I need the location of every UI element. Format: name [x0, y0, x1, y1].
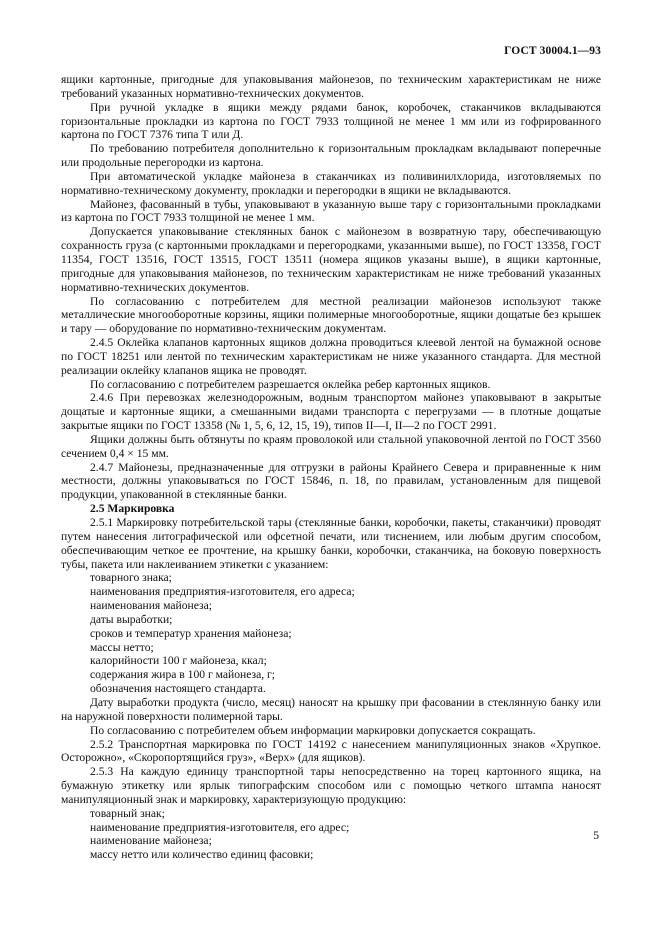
list-item: массы нетто; — [90, 640, 154, 654]
paragraph: 2.5.2 Транспортная маркировка по ГОСТ 14192 с нанесением манипуляционных знаков «Хрупкое. Осторожно», «Скоропортящийся груз», «Верх» (для ящиков). — [61, 737, 601, 765]
paragraph: Дату выработки продукта (число, месяц) наносят на крышку при фасовании в стеклянную банку или на наружной поверхности полимерной тары. — [61, 695, 601, 723]
document-body — [61, 73, 601, 862]
list-item: даты выработки; — [90, 612, 173, 626]
paragraph: 2.4.5 Оклейка клапанов картонных ящиков должна проводиться клеевой лентой на бумажной основе по ГОСТ 18251 или лентой по техническим характеристикам не ниже указанного стандарта. Для местной реализации оклейку клапанов ящика не проводят. — [61, 336, 601, 377]
paragraph: ящики картонные, пригодные для упаковывания майонезов, по техническим характеристикам не ниже требований указанных нормативно-технических документов. — [61, 73, 601, 100]
paragraph: 2.5.1 Маркировку потребительской тары (стеклянные банки, коробочки, пакеты, стаканчики) проводят путем нанесения литографической или офсетной печати, или тиснением, или любым другим способом, обеспечивающим четкое ее прочтение, на крышку банки, коробочки, стаканчика, на боковую поверхность тубы, пакета или наклеиванием этикетки с указанием: — [61, 516, 601, 571]
paragraph: При ручной укладке в ящики между рядами банок, коробочек, стаканчиков вкладываются горизонтальные прокладки из картона по ГОСТ 7933 толщиной не менее 1 мм или из гофрированного картона по ГОСТ 7376 типа Т или Д. — [61, 100, 601, 142]
paragraph: Допускается упаковывание стеклянных банок с майонезом в возвратную тару, обеспечивающую сохранность груза (с картонными прокладками и перегородками, указанными выше), по ГОСТ 13358, ГОСТ 11354, ГОСТ 13516, ГОСТ 13515, ГОСТ 13511 (номера ящиков указаны выше), в ящики картонные, пригодные для упаковывания майонезов, по техническим характеристикам не ниже требований указанных нормативно-технических документов. — [61, 225, 601, 294]
paragraph: 2.4.6 При перевозках железнодорожным, водным транспортом майонез упаковывают в закрытые дощатые и картонные ящики, а смешанными видами транспорта с перегрузами — в плотные дощатые закрытые ящики по ГОСТ 13358 (№ 1, 5, 6, 12, 15, 19), типов II—I, II—2 по ГОСТ 2991. — [61, 391, 601, 433]
list-item: наименование майонеза; — [90, 834, 212, 848]
list-item: товарный знак; — [90, 806, 165, 820]
list-item: калорийности 100 г майонеза, ккал; — [90, 654, 267, 668]
paragraph: По согласованию с потребителем объем информации маркировки допускается сокращать. — [90, 723, 536, 737]
paragraph: По согласованию с потребителем разрешается оклейка ребер картонных ящиков. — [90, 377, 491, 391]
paragraph: Ящики должны быть обтянуты по краям проволокой или стальной упаковочной лентой по ГОСТ 3560 сечением 0,4 × 15 мм. — [61, 432, 601, 460]
list-item: наименования предприятия-изготовителя, его адреса; — [90, 585, 355, 599]
paragraph: По согласованию с потребителем для местной реализации майонезов используют также металлические многооборотные корзины, ящики полимерные многооборотные, ящики дощатые без крышек и тару — оборудование по нормативно-техническим документам. — [61, 294, 601, 336]
paragraph: При автоматической укладке майонеза в стаканчиках из поливинилхлорида, изготовляемых по нормативно-техническому документу, прокладки и перегородки в ящики не вкладываются. — [61, 169, 601, 197]
paragraph: 2.4.7 Майонезы, предназначенные для отгрузки в районы Крайнего Севера и приравненные к ним местности, должны упаковываться по ГОСТ 15846, п. 18, по правилам, установленным для пищевой продукции, упакованной в стеклянные банки. — [61, 460, 601, 502]
list-item: содержания жира в 100 г майонеза, г; — [90, 668, 276, 682]
list-item: наименования майонеза; — [90, 599, 212, 613]
section-heading: 2.5 Маркировка — [90, 502, 175, 516]
paragraph: Майонез, фасованный в тубы, упаковывают в указанную выше тару с горизонтальными прокладками из картона по ГОСТ 7933 толщиной не менее 1 мм. — [61, 197, 601, 225]
list-item: наименование предприятия-изготовителя, его адрес; — [90, 820, 350, 834]
paragraph: 2.5.3 На каждую единицу транспортной тары непосредственно на торец картонного ящика, на бумажную этикетку или ярлык типографским способом или с помощью четкого штампа наносят манипуляционный знак и маркировку, характеризующую продукцию: — [61, 765, 601, 806]
page-header: ГОСТ 30004.1—93 — [504, 45, 601, 57]
paragraph: По требованию потребителя дополнительно к горизонтальным прокладкам вкладывают поперечные или продольные перегородки из картона. — [61, 142, 601, 170]
list-item: обозначения настоящего стандарта. — [90, 682, 266, 696]
list-item: товарного знака; — [90, 571, 172, 585]
list-item: сроков и температур хранения майонеза; — [90, 626, 292, 640]
page-number: 5 — [593, 829, 599, 842]
list-item: массу нетто или количество единиц фасовки; — [90, 848, 314, 862]
